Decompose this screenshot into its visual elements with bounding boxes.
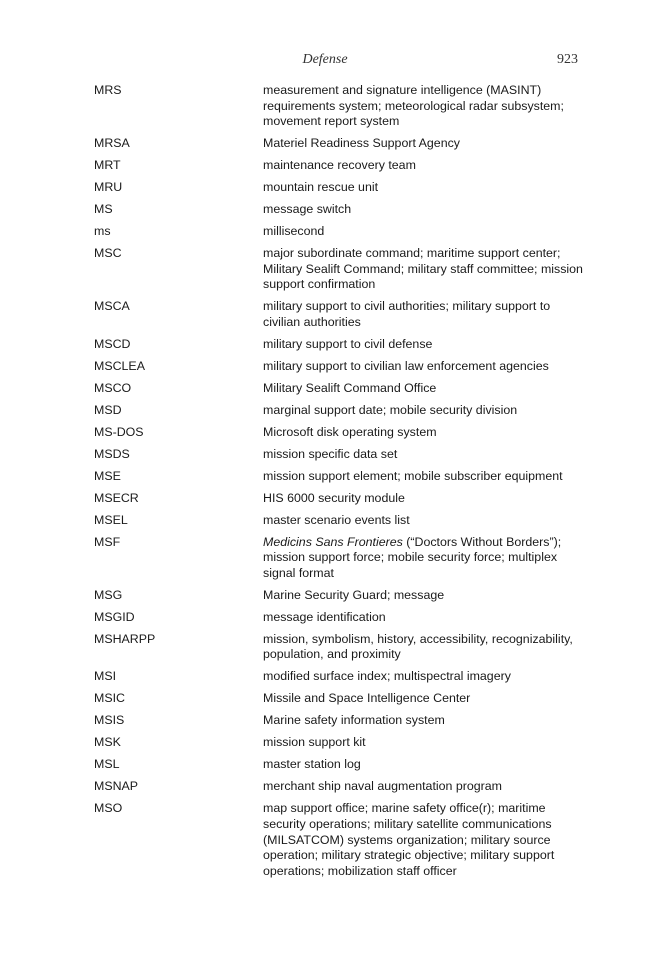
acronym-term: MSF <box>94 534 121 549</box>
acronym-term: MSDS <box>94 446 130 461</box>
acronym-definition: Military Sealift Command Office <box>263 380 437 395</box>
acronym-term: MSIS <box>94 713 125 728</box>
list-item <box>94 359 584 375</box>
running-header <box>0 51 650 69</box>
list-item <box>94 224 584 240</box>
acronym-term: MSCA <box>94 299 130 314</box>
list-item <box>94 299 584 330</box>
definition-text: (“Doctors Without Borders”); mission support force; mobile security force; multiplex signal format <box>263 534 562 580</box>
list-item <box>94 136 584 152</box>
list-item <box>94 513 584 529</box>
acronym-term: MSE <box>94 468 121 483</box>
acronym-definition: merchant ship naval augmentation program <box>263 779 502 794</box>
list-item <box>94 610 584 626</box>
acronym-term: MSK <box>94 735 121 750</box>
acronym-definition: Marine safety information system <box>263 713 445 728</box>
list-item <box>94 425 584 441</box>
acronym-term: MRS <box>94 83 122 97</box>
list-item <box>94 713 584 729</box>
acronym-term: MRU <box>94 180 123 195</box>
acronym-definition <box>263 535 584 582</box>
acronym-definition: master station log <box>263 757 361 772</box>
acronym-term: MSL <box>94 757 120 772</box>
acronym-definition: mission, symbolism, history, accessibility, recognizability, population, and proximity <box>263 631 573 662</box>
acronym-term: MRSA <box>94 136 130 151</box>
acronym-term: MSECR <box>94 490 139 505</box>
acronym-definition: message identification <box>263 609 386 624</box>
list-item <box>94 535 584 582</box>
acronym-term: MSI <box>94 669 117 684</box>
acronym-term: MSIC <box>94 691 125 706</box>
list-item <box>94 632 584 663</box>
list-item <box>94 469 584 485</box>
acronym-definition: mission specific data set <box>263 446 398 461</box>
acronym-term: MSEL <box>94 512 128 527</box>
acronym-definition: Materiel Readiness Support Agency <box>263 136 460 151</box>
acronym-term: MSG <box>94 587 123 602</box>
acronym-definition: mission support kit <box>263 735 366 750</box>
acronym-term: MS-DOS <box>94 424 144 439</box>
acronym-term: MSD <box>94 402 122 417</box>
acronym-term: MSCD <box>94 336 131 351</box>
list-item <box>94 779 584 795</box>
acronym-definition: mountain rescue unit <box>263 180 379 195</box>
list-item <box>94 757 584 773</box>
list-item <box>94 801 584 879</box>
acronym-term: MSGID <box>94 609 135 624</box>
acronym-definition: major subordinate command; maritime support center; Military Sealift Command; military staff committee; mission support confirmation <box>263 246 583 292</box>
acronym-term: MSC <box>94 246 122 261</box>
acronym-list <box>94 83 584 886</box>
list-item <box>94 180 584 196</box>
list-item <box>94 381 584 397</box>
acronym-term: ms <box>94 224 111 239</box>
acronym-definition: map support office; marine safety office(r); maritime security operations; military satellite communications (MILSATCOM) systems organization; military source operation; military strategic objective; military support operations; mobilization staff officer <box>263 801 555 878</box>
acronym-definition: military support to civilian law enforcement agencies <box>263 358 549 373</box>
acronym-definition: military support to civil defense <box>263 336 433 351</box>
list-item <box>94 246 584 293</box>
acronym-definition: master scenario events list <box>263 512 410 527</box>
acronym-term: MSHARPP <box>94 631 156 646</box>
acronym-term: MRT <box>94 158 121 173</box>
acronym-term: MSNAP <box>94 779 139 794</box>
list-item <box>94 491 584 507</box>
acronym-definition: message switch <box>263 202 352 217</box>
list-item <box>94 83 584 130</box>
list-item <box>94 337 584 353</box>
acronym-definition: marginal support date; mobile security division <box>263 402 518 417</box>
acronym-term: MSCLEA <box>94 358 145 373</box>
acronym-definition: Marine Security Guard; message <box>263 587 445 602</box>
acronym-definition: modified surface index; multispectral imagery <box>263 669 511 684</box>
acronym-definition: measurement and signature intelligence (MASINT) requirements system; meteorological radar subsystem; movement report system <box>263 83 564 129</box>
acronym-definition: maintenance recovery team <box>263 158 416 173</box>
acronym-definition: mission support element; mobile subscriber equipment <box>263 468 563 483</box>
acronym-definition: Microsoft disk operating system <box>263 424 437 439</box>
acronym-term: MS <box>94 202 113 217</box>
acronym-definition: Missile and Space Intelligence Center <box>263 691 471 706</box>
acronym-term: MSCO <box>94 380 132 395</box>
list-item <box>94 158 584 174</box>
list-item <box>94 202 584 218</box>
list-item <box>94 691 584 707</box>
acronym-term: MSO <box>94 801 123 816</box>
acronym-definition: HIS 6000 security module <box>263 490 405 505</box>
definition-italic-text: Medicins Sans Frontieres <box>263 534 403 549</box>
list-item <box>94 669 584 685</box>
list-item <box>94 403 584 419</box>
acronym-definition: millisecond <box>263 224 325 239</box>
list-item <box>94 735 584 751</box>
acronym-definition: military support to civil authorities; military support to civilian authorities <box>263 299 551 329</box>
page-number: 923 <box>557 52 578 67</box>
list-item <box>94 447 584 463</box>
list-item <box>94 588 584 604</box>
running-header-title: Defense <box>302 52 348 67</box>
